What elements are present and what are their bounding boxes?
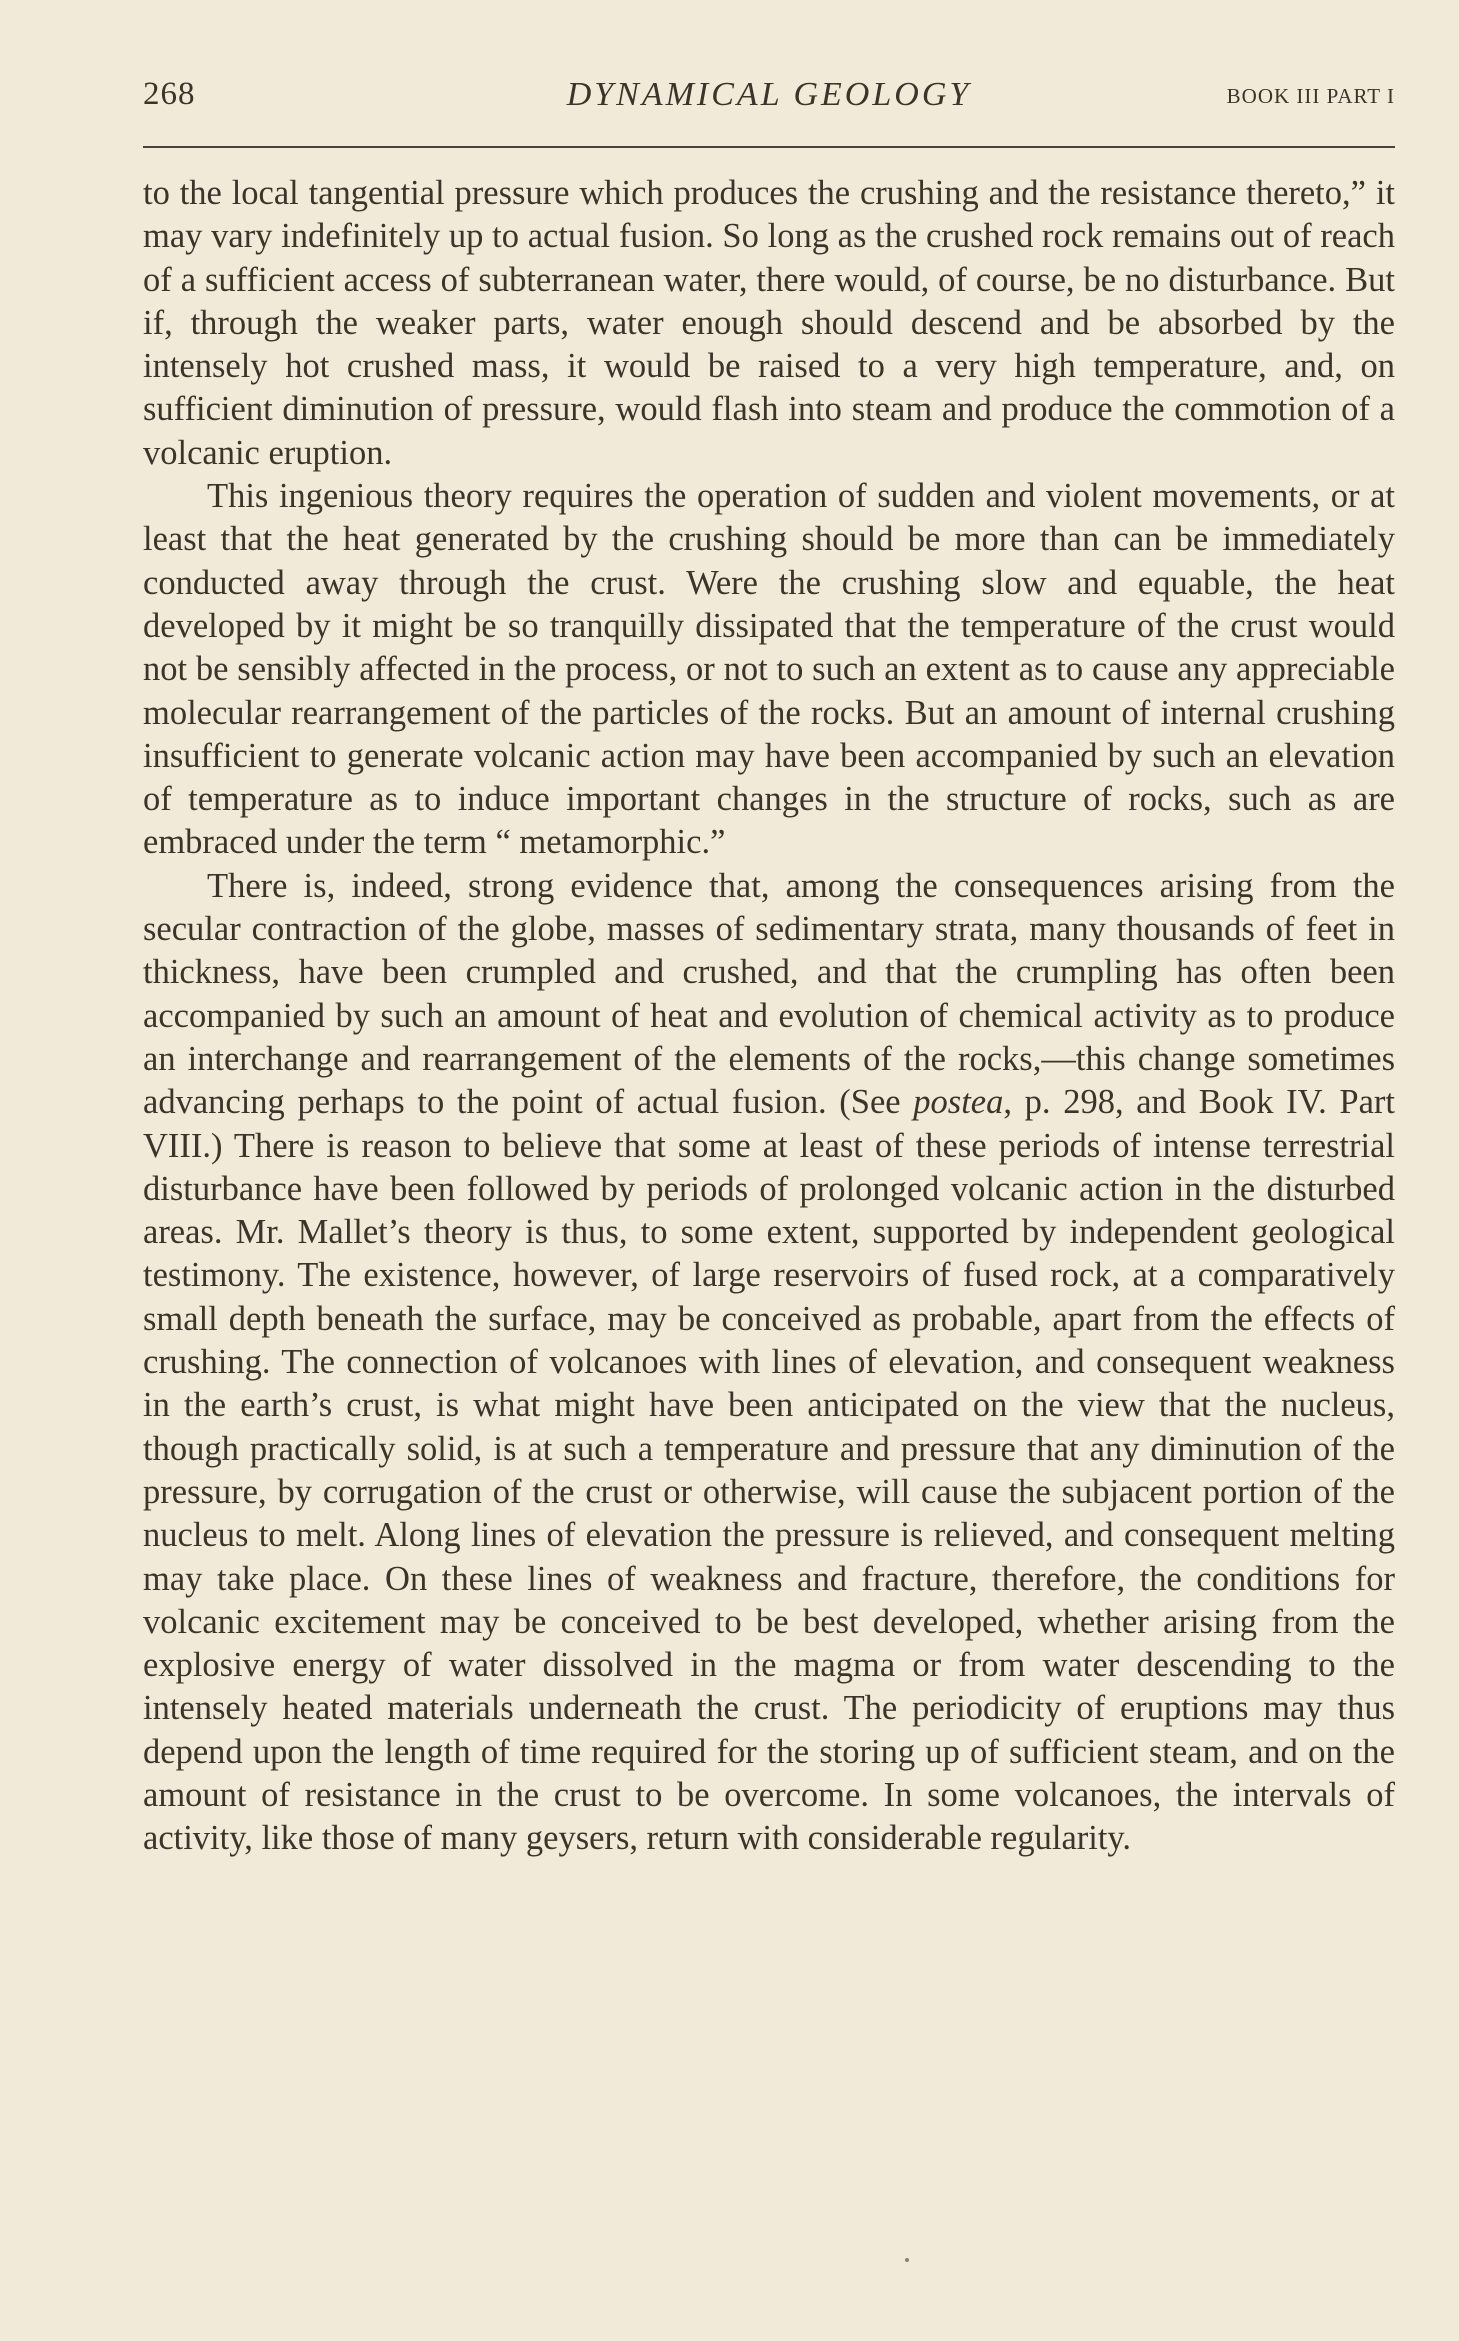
section-reference: BOOK III PART I: [1226, 84, 1395, 108]
running-title: DYNAMICAL GEOLOGY: [566, 76, 972, 113]
paragraph-evidence-text-1: There is, indeed, strong evidence that, among the consequences arising from the secular contraction of the globe, masses of sedimentary strata, many thousands of feet in thickness, have been crumpled and crushed, and that the crumpling has often been accompanied by such an amount of heat and evolution of chemical activity as to produce an interchange and rearrangement of the elements of the rocks,—this change sometimes advancing perhaps to the point of actual fusion. (See: [143, 866, 1395, 1122]
paragraph-continuation: to the local tangential pressure which produces the crushing and the resistance thereto,” it may vary indefinitely up to actual fusion. So long as the crushed rock remains out of reach of a sufficient access of subterranean water, there would, of course, be no disturbance. But if, through the weaker parts, water enough should descend and be absorbed by the intensely hot crushed mass, it would be raised to a very high temperature, and, on sufficient diminution of pressure, would flash into steam and produce the commotion of a volcanic eruption.: [143, 174, 1395, 472]
page-header: [143, 68, 1395, 128]
footer-mark: [905, 2258, 909, 2262]
paragraph-evidence-text-2: , p. 298, and Book IV. Part VIII.) There is reason to believe that some at least of these periods of intense terrestrial disturbance have been followed by periods of prolonged volcanic action in the disturbed areas. Mr. Mallet’s theory is thus, to some extent, supported by independent geological testimony. The existence, however, of large reservoirs of fused rock, at a comparatively small depth beneath the surface, may be conceived as probable, apart from the effects of crushing. The connection of volcanoes with lines of elevation, and consequent weakness in the earth’s crust, is what might have been anticipated on the view that the nucleus, though practically solid, is at such a temperature and pressure that any diminution of the pressure, by corrugation of the crust or otherwise, will cause the subjacent portion of the nucleus to melt. Along lines of elevation the pressure is relieved, and consequent melting may take place. On these lines of weakness and fracture, therefore, the conditions for volcanic excitement may be conceived to be best developed, whether arising from the explosive energy of water dissolved in the magma or from water descending to the intensely heated materials underneath the crust. The periodicity of eruptions may thus depend upon the length of time required for the storing up of sufficient steam, and on the amount of resistance in the crust to be overcome. In some volcanoes, the intervals of activity, like those of many geysers, return with considerable regularity.: [143, 1083, 1395, 1858]
paragraph-theory: This ingenious theory requires the operation of sudden and violent movements, or at least that the heat generated by the crushing should be more than can be immediately conducted away through the crust. Were the crushing slow and equable, the heat developed by it might be so tranquilly dissipated that the temperature of the crust would not be sensibly affected in the process, or not to such an extent as to cause any appreciable molecular rearrangement of the particles of the rocks. But an amount of internal crushing insufficient to generate volcanic action may have been accompanied by such an elevation of temperature as to induce important changes in the structure of rocks, such as are embraced under the term “ metamorphic.”: [143, 477, 1395, 862]
body-text: [143, 172, 1395, 1861]
header-rule: [143, 146, 1395, 148]
paragraph-evidence: [143, 865, 1395, 1861]
page-number: 268: [143, 76, 196, 112]
italic-reference: postea: [913, 1083, 1004, 1122]
